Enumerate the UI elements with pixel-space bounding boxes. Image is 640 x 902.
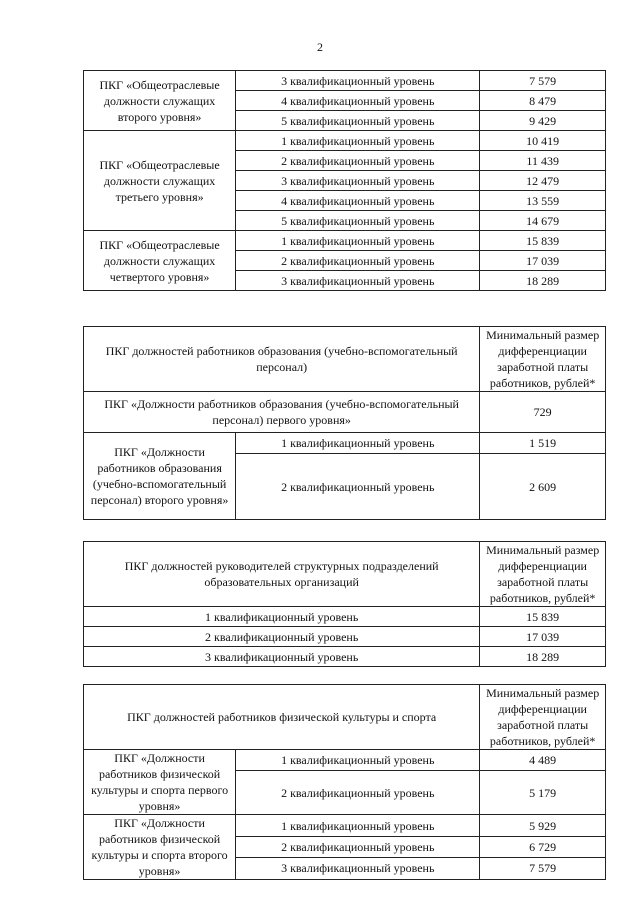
table-row <box>84 433 606 454</box>
value-cell: 8 479 <box>480 91 606 111</box>
table-row <box>84 131 606 151</box>
value-cell: 729 <box>480 392 606 433</box>
value-cell: 1 519 <box>480 433 606 454</box>
value-cell: 18 289 <box>480 647 606 667</box>
table-row <box>84 627 606 647</box>
table-row <box>84 607 606 627</box>
level-cell: 1 квалификационный уровень <box>236 815 480 837</box>
value-cell: 4 489 <box>480 750 606 771</box>
table-row <box>84 750 606 771</box>
level-cell: 5 квалификационный уровень <box>236 211 480 231</box>
level-cell: 1 квалификационный уровень <box>84 607 480 627</box>
level-cell: 3 квалификационный уровень <box>84 647 480 667</box>
value-cell: 18 289 <box>480 271 606 291</box>
level-cell: 1 квалификационный уровень <box>236 131 480 151</box>
table-header-row <box>84 685 606 750</box>
group-name: ПКГ «Должности работников физической культуры и спорта второго уровня» <box>84 815 236 880</box>
table-education-support <box>83 326 606 520</box>
value-cell: 5 179 <box>480 771 606 815</box>
level-cell: 4 квалификационный уровень <box>236 191 480 211</box>
table-unit-heads <box>83 541 606 667</box>
header-left: ПКГ должностей работников физической культуры и спорта <box>84 685 480 750</box>
header-left: ПКГ должностей работников образования (учебно-вспомогательный персонал) <box>84 327 480 392</box>
group-name: ПКГ «Общеотраслевые должности служащих второго уровня» <box>84 71 236 131</box>
page-number: 2 <box>317 40 323 54</box>
level-cell: 3 квалификационный уровень <box>236 71 480 91</box>
value-cell: 15 839 <box>480 231 606 251</box>
table-header-row <box>84 542 606 607</box>
level-cell: 2 квалификационный уровень <box>236 837 480 858</box>
header-right: Минимальный размер дифференциации заработной платы работников, рублей* <box>480 327 606 392</box>
table-sports <box>83 684 606 880</box>
group-name: ПКГ «Общеотраслевые должности служащих третьего уровня» <box>84 131 236 231</box>
value-cell: 10 419 <box>480 131 606 151</box>
group-name: ПКГ «Общеотраслевые должности служащих четвертого уровня» <box>84 231 236 291</box>
value-cell: 2 609 <box>480 454 606 520</box>
table-row <box>84 815 606 837</box>
level-cell: 2 квалификационный уровень <box>236 151 480 171</box>
value-cell: 12 479 <box>480 171 606 191</box>
value-cell: 17 039 <box>480 251 606 271</box>
table-office-staff <box>83 70 606 291</box>
value-cell: 14 679 <box>480 211 606 231</box>
level-cell: 1 квалификационный уровень <box>236 231 480 251</box>
level-cell: 2 квалификационный уровень <box>236 454 480 520</box>
value-cell: 15 839 <box>480 607 606 627</box>
table-row <box>84 647 606 667</box>
group-name: ПКГ «Должности работников образования (учебно-вспомогательный персонал) первого уровня» <box>84 392 480 433</box>
header-right: Минимальный размер дифференциации заработной платы работников, рублей* <box>480 685 606 750</box>
value-cell: 17 039 <box>480 627 606 647</box>
header-right: Минимальный размер дифференциации заработной платы работников, рублей* <box>480 542 606 607</box>
value-cell: 11 439 <box>480 151 606 171</box>
table-row <box>84 71 606 91</box>
value-cell: 9 429 <box>480 111 606 131</box>
level-cell: 5 квалификационный уровень <box>236 111 480 131</box>
value-cell: 13 559 <box>480 191 606 211</box>
level-cell: 1 квалификационный уровень <box>236 750 480 771</box>
level-cell: 4 квалификационный уровень <box>236 91 480 111</box>
level-cell: 2 квалификационный уровень <box>236 251 480 271</box>
level-cell: 3 квалификационный уровень <box>236 857 480 879</box>
level-cell: 2 квалификационный уровень <box>236 771 480 815</box>
level-cell: 1 квалификационный уровень <box>236 433 480 454</box>
level-cell: 3 квалификационный уровень <box>236 171 480 191</box>
group-name: ПКГ «Должности работников образования (учебно-вспомогательный персонал) второго уровня» <box>84 433 236 520</box>
value-cell: 6 729 <box>480 837 606 858</box>
value-cell: 7 579 <box>480 857 606 879</box>
value-cell: 7 579 <box>480 71 606 91</box>
level-cell: 2 квалификационный уровень <box>84 627 480 647</box>
header-left: ПКГ должностей руководителей структурных подразделений образовательных организаций <box>84 542 480 607</box>
table-row <box>84 392 606 433</box>
group-name: ПКГ «Должности работников физической культуры и спорта первого уровня» <box>84 750 236 815</box>
table-header-row <box>84 327 606 392</box>
value-cell: 5 929 <box>480 815 606 837</box>
level-cell: 3 квалификационный уровень <box>236 271 480 291</box>
table-row <box>84 231 606 251</box>
